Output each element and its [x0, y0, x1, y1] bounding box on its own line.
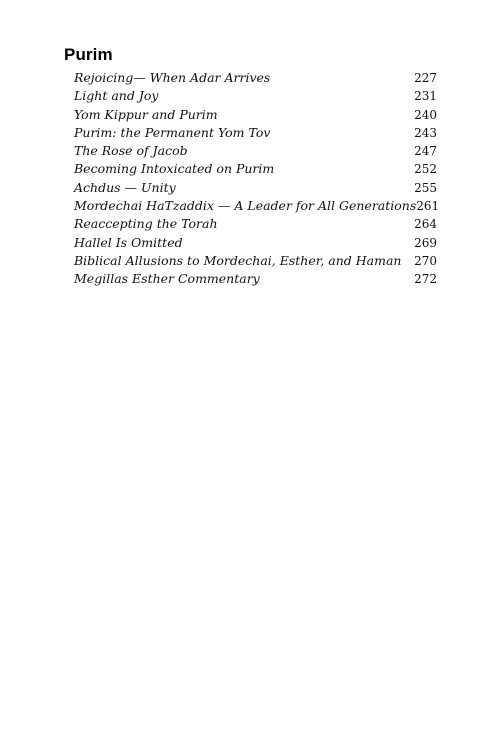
entry-page-number: 231 — [414, 89, 437, 104]
entry-title: Megillas Esther Commentary — [74, 271, 260, 287]
entry-title: Achdus — Unity — [74, 179, 176, 195]
entry-title: Hallel Is Omitted — [74, 234, 183, 250]
entry-page-number: 264 — [414, 217, 437, 232]
entry-page-number: 252 — [414, 162, 437, 177]
entry-page-number: 247 — [414, 144, 437, 159]
toc-entry-achdus-unity — [74, 179, 437, 197]
entry-page-number: 240 — [414, 107, 437, 122]
entry-page-number: 243 — [414, 125, 437, 140]
toc-entry-yom-kippur-and-purim — [74, 106, 437, 124]
entry-page-number: 272 — [414, 272, 437, 287]
section-title: Purim — [64, 45, 113, 64]
entry-title: Reaccepting the Torah — [74, 216, 218, 232]
toc-entry-biblical-allusions — [74, 252, 437, 270]
entry-title: The Rose of Jacob — [74, 143, 188, 159]
entry-page-number: 270 — [414, 253, 437, 268]
entry-title: Yom Kippur and Purim — [74, 106, 218, 122]
toc-entry-reaccepting-the-torah — [74, 215, 437, 233]
entry-page-number: 255 — [414, 180, 437, 195]
toc-entry-megillas-esther-commentary — [74, 270, 437, 288]
toc-entry-becoming-intoxicated — [74, 160, 437, 178]
toc-entry-rose-of-jacob — [74, 142, 437, 160]
toc-entry-rejoicing — [74, 69, 437, 87]
entry-page-number: 227 — [414, 71, 437, 85]
entry-title: Mordechai HaTzaddix — A Leader for All Generations — [74, 198, 417, 214]
entry-title: Biblical Allusions to Mordechai, Esther, and Haman — [74, 252, 402, 268]
entry-page-number: 261 — [416, 199, 440, 214]
table-of-contents — [74, 69, 440, 289]
entry-page-number: 269 — [414, 235, 437, 250]
toc-entry-mordechai-hatzaddix — [74, 197, 440, 215]
toc-entry-light-and-joy — [74, 87, 437, 105]
entry-title: Purim: the Permanent Yom Tov — [74, 124, 271, 140]
toc-entry-hallel-is-omitted — [74, 234, 437, 252]
entry-title: Rejoicing— When Adar Arrives — [74, 70, 271, 85]
entry-title: Light and Joy — [74, 88, 159, 104]
toc-entry-permanent-yom-tov — [74, 124, 437, 142]
entry-title: Becoming Intoxicated on Purim — [74, 161, 275, 177]
